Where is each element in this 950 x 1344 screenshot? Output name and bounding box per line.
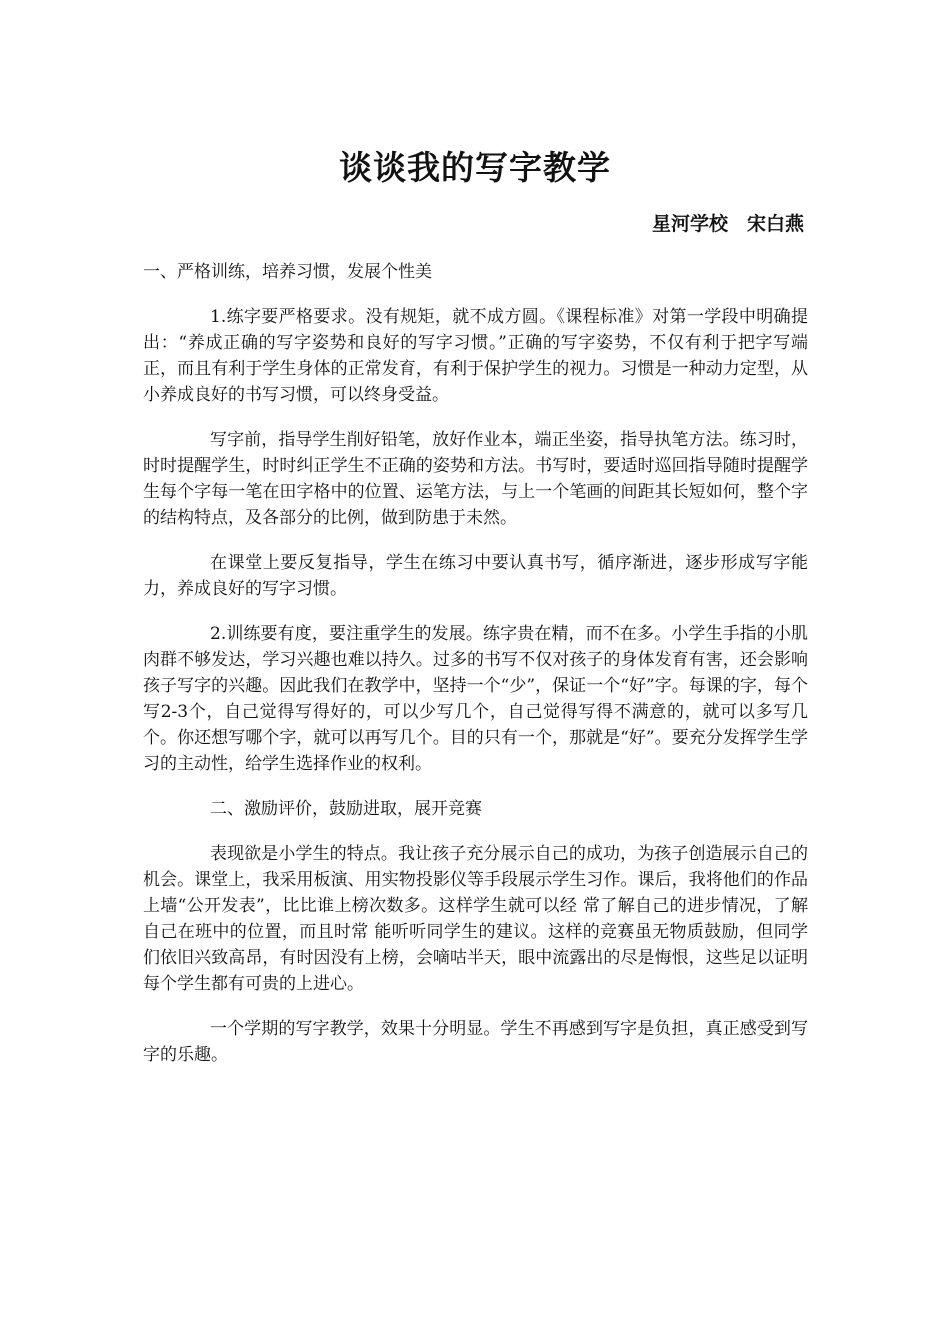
document-body bbox=[143, 259, 808, 1087]
paragraph-2: 写字前，指导学生削好铅笔，放好作业本，端正坐姿，指导执笔方法。练习时，时时提醒学生，时时纠正学生不正确的姿势和方法。书写时，要适时巡回指导随时提醒学生每个字每一笔在田字格中的位置、运笔方法，与上一个笔画的间距其长短如何，整个字的结构特点，及各部分的比例，做到防患于未然。 bbox=[143, 430, 808, 528]
paragraph-6: 一个学期的写字教学，效果十分明显。学生不再感到写字是负担，真正感受到写字的乐趣。 bbox=[143, 1019, 808, 1065]
author-line: 星河学校 宋白燕 bbox=[651, 213, 804, 235]
paragraph-1: 1.练字要严格要求。没有规矩，就不成方圆。《课程标准》对第一学段中明确提出：“养成正确的写字姿势和良好的写字习惯。”正确的写字姿势，不仅有利于把字写端正，而且有利于学生身体的正常发育，有利于保护学生的视力。习惯是一种动力定型，从小养成良好的书写习惯，可以终身受益。 bbox=[143, 307, 808, 405]
section-heading-1: 一、严格训练，培养习惯，发展个性美 bbox=[143, 262, 432, 282]
paragraph-5: 表现欲是小学生的特点。我让孩子充分展示自己的成功，为孩子创造展示自己的机会。课堂上，我采用板演、用实物投影仪等手段展示学生习作。课后，我将他们的作品上墙“公开发表”，比比谁上榜次数多。这样学生就可以经 常了解自己的进步情况，了解自己在班中的位置，而且时常 能听听同学生的建议。这样的竞赛虽无物质鼓励，但同学们依旧兴致高昂，有时因没有上榜，会嘀咕半天，眼中流露出的尽是悔恨，这些足以证明每个学生都有可贵的上进心。 bbox=[143, 844, 808, 994]
paragraph-3: 在课堂上要反复指导，学生在练习中要认真书写，循序渐进，逐步形成写字能力，养成良好的写字习惯。 bbox=[143, 553, 808, 599]
paragraph-4: 2.训练要有度，要注重学生的发展。练字贵在精，而不在多。小学生手指的小肌肉群不够发达，学习兴趣也难以持久。过多的书写不仅对孩子的身体发育有害，还会影响孩子写字的兴趣。因此我们在教学中，坚持一个“少”，保证一个“好”字。每课的字，每个写2-3个，自己觉得写得好的，可以少写几个，自己觉得写得不满意的，就可以多写几个。你还想写哪个字，就可以再写几个。目的只有一个，那就是“好”。要充分发挥学生学习的主动性，给学生选择作业的权利。 bbox=[143, 624, 808, 774]
section-heading-2: 二、激励评价，鼓励进取，展开竞赛 bbox=[210, 799, 482, 819]
document-title: 谈谈我的写字教学 bbox=[339, 148, 611, 187]
